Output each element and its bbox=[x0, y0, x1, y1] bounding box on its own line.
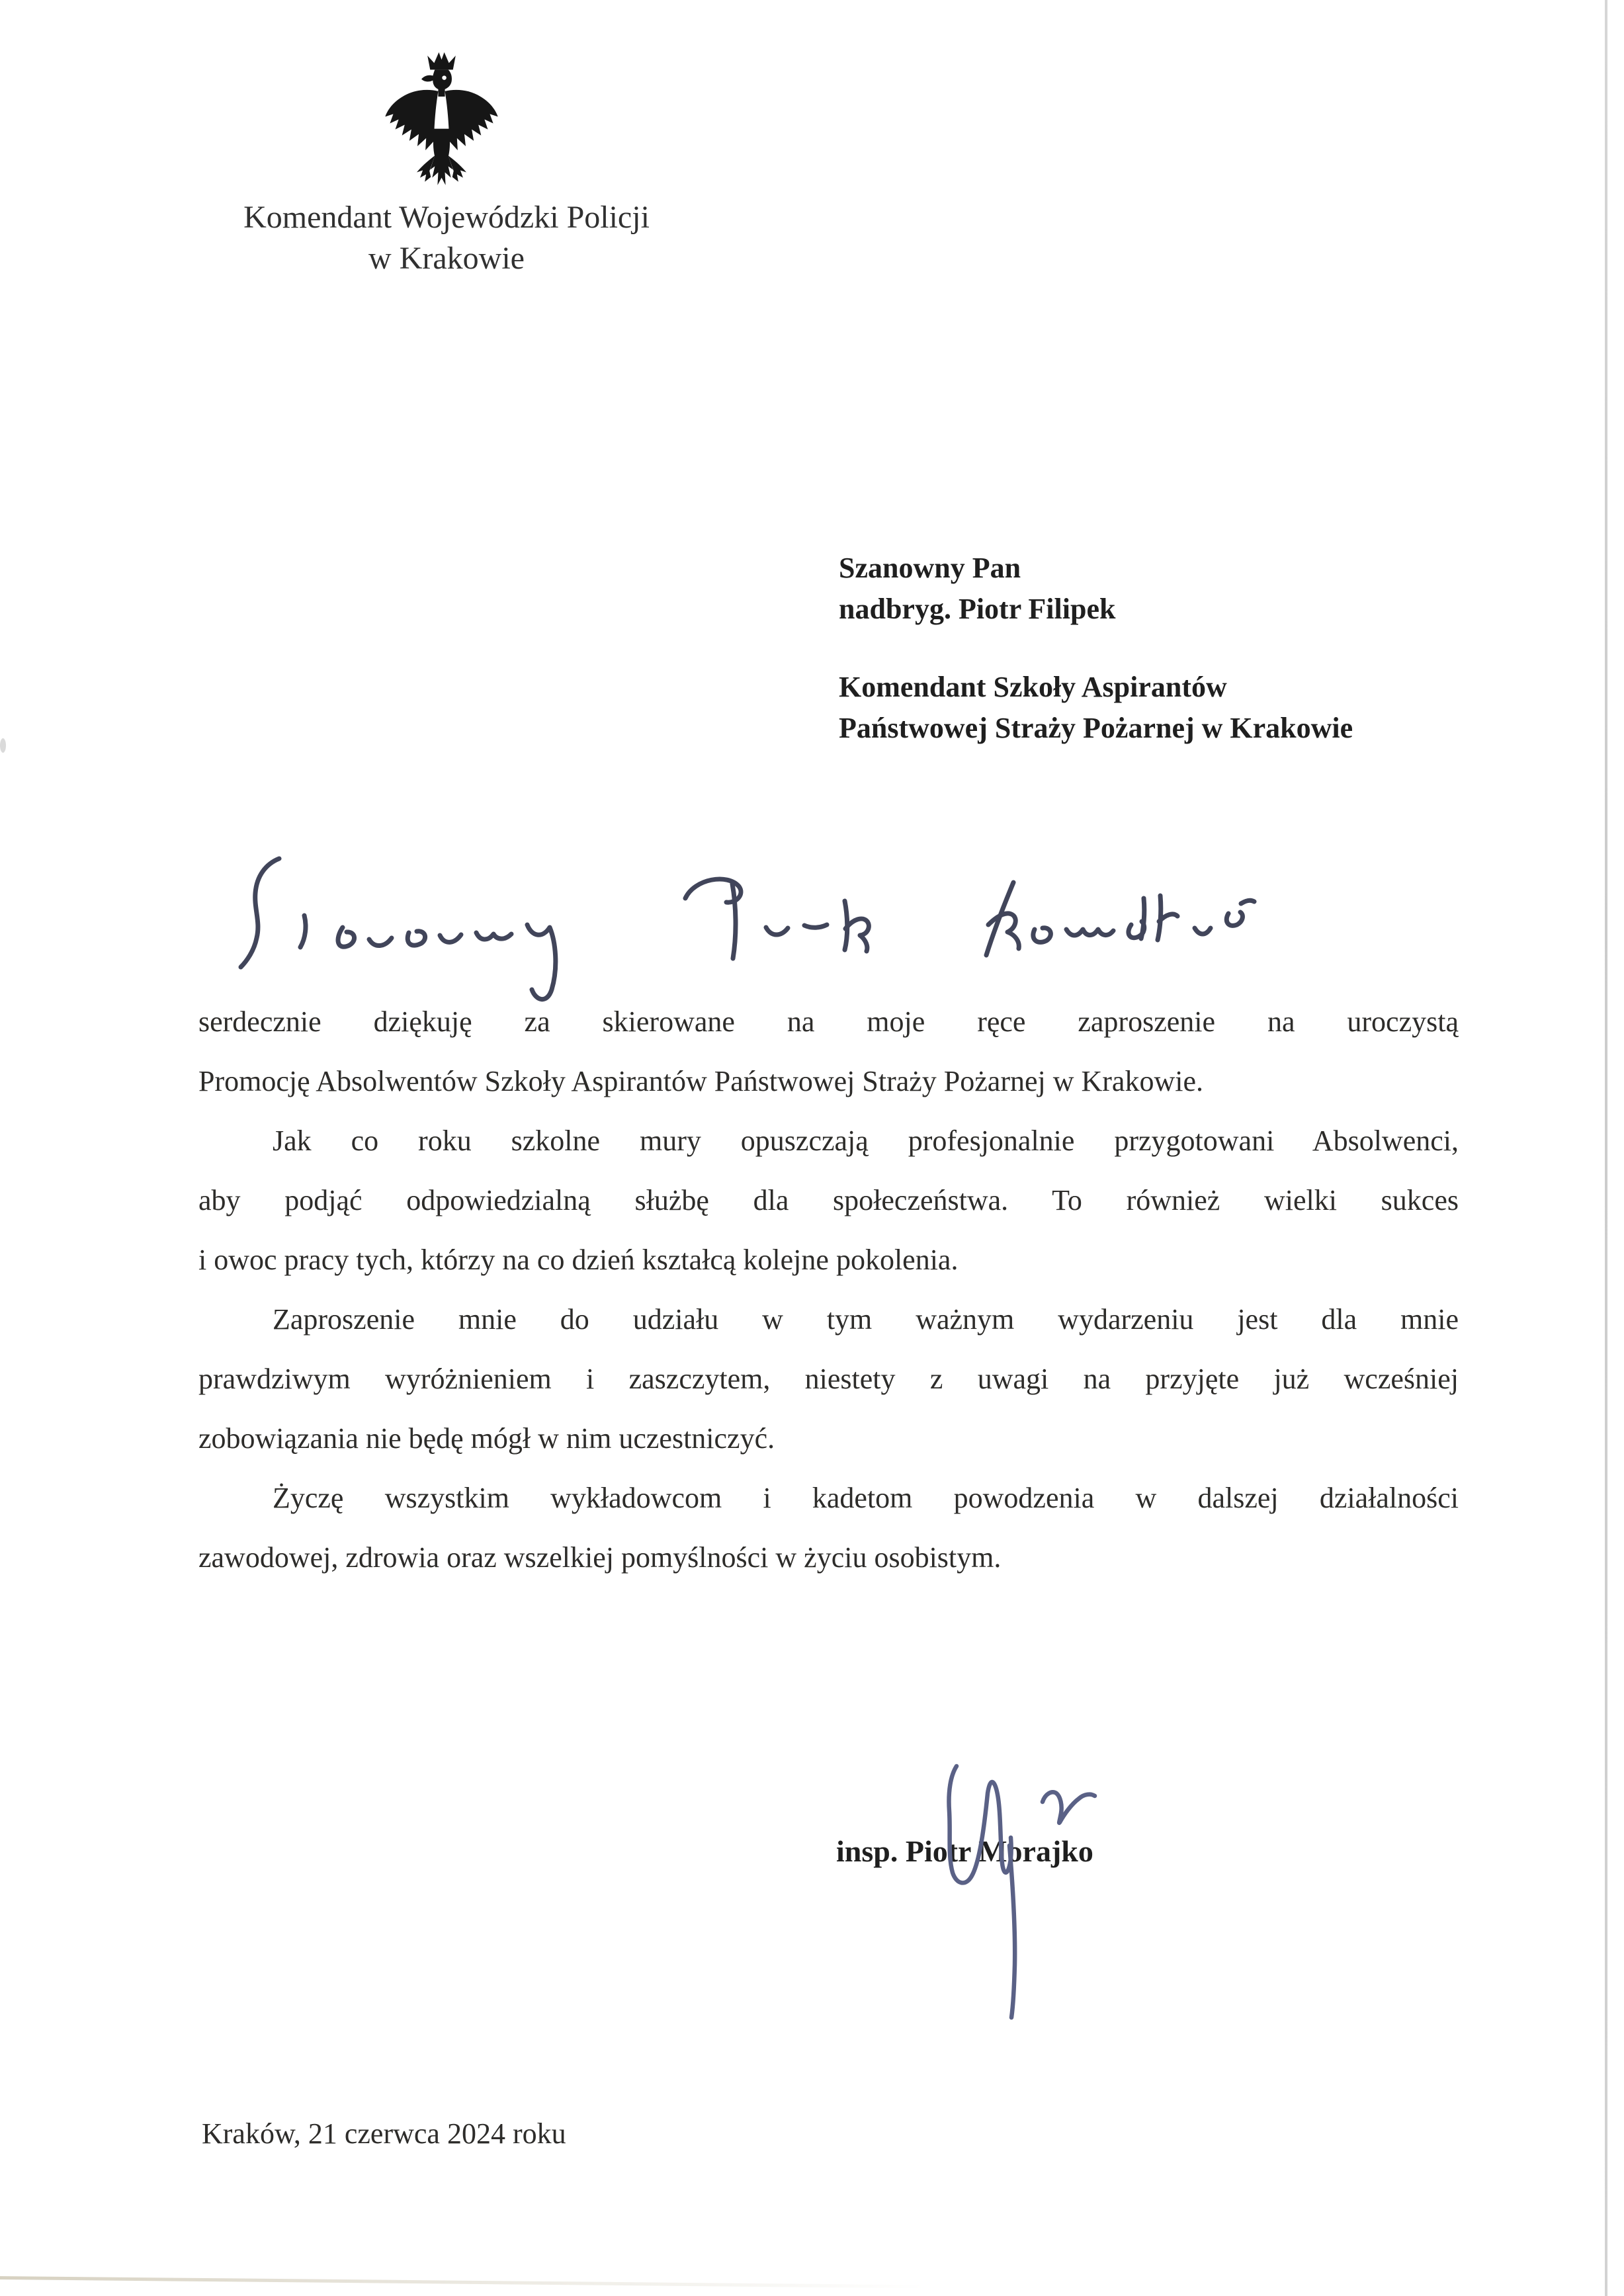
body-line: Jak co roku szkolne mury opuszczają profesjonalnie przygotowani Absolwenci, bbox=[273, 1125, 1459, 1157]
scan-bottom-shadow bbox=[0, 2276, 926, 2288]
body-line: zobowiązania nie będę mógł w nim uczestniczyć. bbox=[198, 1422, 775, 1455]
letterhead-line1: Komendant Wojewódzki Policji bbox=[243, 200, 650, 235]
letterhead-line2: w Krakowie bbox=[368, 241, 525, 276]
handwritten-signature bbox=[933, 1746, 1118, 2024]
body-line: prawdziwym wyróżnieniem i zaszczytem, niestety z uwagi na przyjęte już wcześniej bbox=[198, 1363, 1459, 1395]
body-line: Życzę wszystkim wykładowcom i kadetom powodzenia w dalszej działalności bbox=[273, 1482, 1459, 1514]
dateline: Kraków, 21 czerwca 2024 roku bbox=[202, 2117, 566, 2150]
recipient-title-line1: Komendant Szkoły Aspirantów bbox=[839, 671, 1227, 703]
scan-edge-line bbox=[1605, 0, 1607, 2296]
body-line: serdecznie dziękuję za skierowane na moje ręce zaproszenie na uroczystą bbox=[198, 1005, 1459, 1038]
letter-body bbox=[198, 992, 1459, 1588]
body-line: Promocję Absolwentów Szkoły Aspirantów Państwowej Straży Pożarnej w Krakowie. bbox=[198, 1065, 1203, 1097]
scan-smudge bbox=[0, 738, 6, 753]
body-line: Zaproszenie mnie do udziału w tym ważnym wydarzeniu jest dla mnie bbox=[273, 1303, 1459, 1336]
recipient-salutation-line: Szanowny Pan bbox=[839, 552, 1021, 584]
body-line: zawodowej, zdrowia oraz wszelkiej pomyślności w życiu osobistym. bbox=[198, 1541, 1002, 1574]
polish-eagle-emblem bbox=[380, 50, 503, 194]
recipient-name-line: nadbryg. Piotr Filipek bbox=[839, 593, 1116, 625]
recipient-title-line2: Państwowej Straży Pożarnej w Krakowie bbox=[839, 712, 1353, 744]
body-line: i owoc pracy tych, którzy na co dzień kształcą kolejne pokolenia. bbox=[198, 1244, 959, 1276]
signer-name: insp. Piotr Morajko bbox=[836, 1834, 1093, 1868]
letterhead bbox=[179, 197, 714, 279]
body-line: aby podjąć odpowiedzialną służbę dla społeczeństwa. To również wielki sukces bbox=[198, 1184, 1459, 1216]
recipient-block bbox=[839, 548, 1353, 749]
